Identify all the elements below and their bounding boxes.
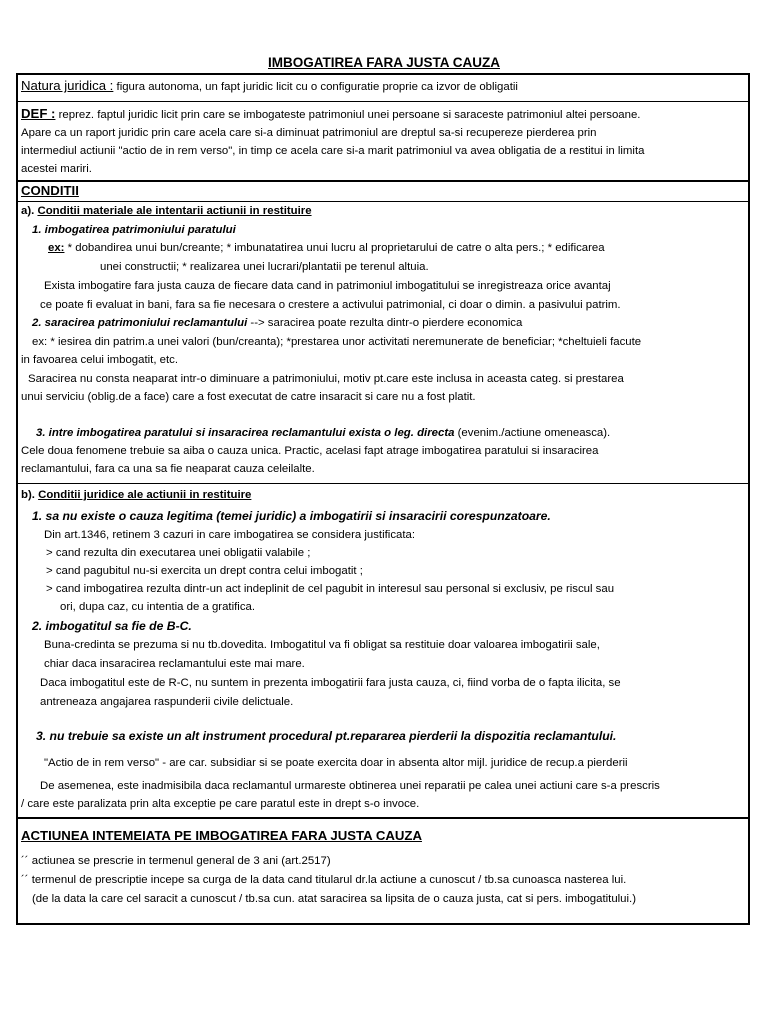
ex1-label: ex: — [48, 242, 65, 254]
actiunea-text-2: termenul de prescriptie incepe sa curga de la data cand titularul dr.la actiune a cunoscut / tb.sa cunoasca nasterea lui. — [31, 874, 627, 886]
material-item-2 — [32, 316, 522, 330]
bc-line-2: chiar daca insaracirea reclamantului este mai mare. — [44, 658, 305, 670]
p1-line-2: ce poate fi evaluat in bani, fara sa fie necesara o crestere a activului patrimonial, ci doar o dimin. a pasivului patrim. — [40, 299, 621, 311]
conditii-materiale-section — [18, 202, 748, 484]
juridic-item-3: 3. nu trebuie sa existe un alt instrument procedural pt.repararea pierderii la dispozitia reclamantului. — [36, 729, 617, 743]
juridice-prefix: b). — [21, 489, 35, 501]
bc-line-1: Buna-credinta se prezuma si nu tb.dovedita. Imbogatitul va fi obligat sa restituie doar valoarea imbogatirii sale, — [44, 639, 600, 651]
page-title: IMBOGATIREA FARA JUSTA CAUZA — [268, 55, 500, 70]
actiunea-heading: ACTIUNEA INTEMEIATA PE IMBOGATIREA FARA JUSTA CAUZA — [21, 828, 422, 843]
materiale-heading-text: Conditii materiale ale intentarii actiunii in restituire — [37, 205, 312, 217]
material-item-3 — [36, 426, 610, 440]
materiale-heading — [21, 204, 312, 218]
juridice-heading — [21, 488, 251, 502]
actiunea-section — [18, 819, 748, 923]
rc-line-2: antreneaza angajarea raspunderii civile delictuale. — [40, 696, 294, 708]
material-item-3-note: (evenim./actiune omeneasca). — [457, 427, 611, 439]
rc-line-1: Daca imbogatitul este de R-C, nu suntem in prezenta imbogatirii fara justa cauza, ci, fiind vorba de o fapta ilicita, se — [40, 677, 621, 689]
ex2-line-2: in favoarea celui imbogatit, etc. — [21, 354, 179, 366]
def-text-1: reprez. faptul juridic licit prin care se imbogateste patrimoniul unei persoane si saraceste patrimoniul altei persoane. — [58, 109, 641, 121]
juridic-item-1: 1. sa nu existe o cauza legitima (temei juridic) a imbogatirii si insaracirii corespunzatoare. — [32, 509, 551, 523]
bullet-mark: ´´ — [21, 855, 29, 867]
art-line: Din art.1346, retinem 3 cazuri in care imbogatirea se considera justificata: — [44, 529, 416, 541]
def-section — [18, 102, 748, 182]
actiunea-text-1: actiunea se prescrie in termenul general de 3 ani (art.2517) — [31, 855, 331, 867]
actiunea-line-3: (de la data la care cel saracit a cunoscut / tb.sa cun. atat saracirea sa lipsita de o cauza justa, cat si pers. imbogatitului.) — [32, 893, 637, 905]
def-line-4: acestei mariri. — [21, 163, 92, 175]
bullet-mark: ´´ — [21, 874, 29, 886]
p2-line-2: unui serviciu (oblig.de a face) care a fost executat de catre insaracit si care nu a fost platit. — [21, 391, 476, 403]
conditii-heading: CONDITII — [21, 183, 79, 198]
actio-line: "Actio de in rem verso" - are car. subsidiar si se poate exercita doar in absenta altor mijl. juridice de recup.a pierderii — [44, 757, 628, 769]
p1-line-1: Exista imbogatire fara justa cauza de fiecare data cand in patrimoniul imbogatitului se inregistreaza orice avantaj — [44, 280, 611, 292]
ex1-text-1: * dobandirea unui bun/creante; * imbunatatirea unui lucru al proprietarului de catre o alta pers.; * edificarea — [67, 242, 605, 254]
def-line-2: Apare ca un raport juridic prin care acela care si-a diminuat patrimoniul are dreptul sa-si recupereze pierderea prin — [21, 127, 597, 139]
conditii-juridice-section — [18, 484, 748, 819]
juridic-item-2: 2. imbogatitul sa fie de B-C. — [32, 619, 192, 633]
actiunea-line-1 — [21, 854, 331, 868]
def-line-1 — [21, 107, 640, 122]
natura-section — [18, 75, 748, 102]
case-2: > cand pagubitul nu-si exercita un drept contra celui imbogatit ; — [46, 565, 363, 577]
case-3-line-2: ori, dupa caz, cu intentia de a gratifica. — [60, 601, 256, 613]
natura-text: figura autonoma, un fapt juridic licit cu o configuratie proprie ca izvor de obligatii — [116, 81, 518, 93]
p3-line-2: reclamantului, fara ca una sa fie neaparat cauza celeilalte. — [21, 463, 315, 475]
natura-label: Natura juridica : — [21, 78, 114, 93]
def-line-3: intermediul actiunii "actio de in rem verso", in timp ce acela care si-a marit patrimoniul va avea obligatia de a restitui in limita — [21, 145, 645, 157]
case-1: > cand rezulta din executarea unei obligatii valabile ; — [46, 547, 311, 559]
content-frame — [16, 73, 750, 925]
conditii-heading-row — [18, 182, 748, 202]
natura-line — [21, 79, 518, 94]
ex1-line-1 — [48, 241, 605, 255]
material-item-1: 1. imbogatirea patrimoniului paratului — [32, 224, 236, 236]
material-item-2-arrow: --> saracirea poate rezulta dintr-o pierdere economica — [250, 317, 523, 329]
inad-line-1: De asemenea, este inadmisibila daca reclamantul urmareste obtinerea unei reparatii pe calea unei actiuni care s-a prescris — [40, 780, 660, 792]
p3-line-1: Cele doua fenomene trebuie sa aiba o cauza unica. Practic, acelasi fapt atrage imbogatirea paratului si insaracirea — [21, 445, 599, 457]
materiale-prefix: a). — [21, 205, 35, 217]
inad-line-2: / care este paralizata prin alta exceptie pe care paratul este in drept s-o invoce. — [21, 798, 420, 810]
ex1-line-2: unei constructii; * realizarea unei lucrari/plantatii pe terenul altuia. — [100, 261, 429, 273]
case-3-line-1: > cand imbogatirea rezulta dintr-un act indeplinit de cel pagubit in interesul sau personal si exclusiv, pe riscul sau — [46, 583, 615, 595]
p2-line-1: Saracirea nu consta neaparat intr-o diminuare a patrimoniului, motiv pt.care este inclusa in aceasta categ. si prestarea — [28, 373, 624, 385]
material-item-3-title: 3. intre imbogatirea paratului si insaracirea reclamantului exista o leg. directa — [36, 427, 455, 439]
juridice-heading-text: Conditii juridice ale actiunii in restituire — [38, 489, 252, 501]
material-item-2-title: 2. saracirea patrimoniului reclamantului — [32, 317, 248, 329]
ex2-line-1: ex: * iesirea din patrim.a unei valori (bun/creanta); *prestarea unor activitati neremunerate de beneficiar; *cheltuieli facute — [32, 336, 642, 348]
def-label: DEF : — [21, 106, 56, 121]
actiunea-line-2 — [21, 873, 626, 887]
